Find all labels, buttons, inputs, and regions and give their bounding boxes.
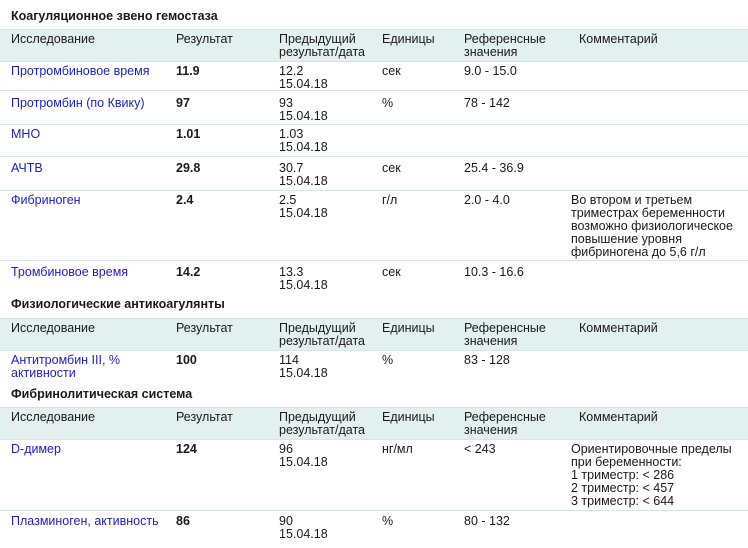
previous-result: 13.3 15.04.18 [279, 265, 328, 292]
header-test: Исследование [11, 32, 95, 46]
previous-result: 2.5 15.04.18 [279, 193, 328, 220]
test-name[interactable]: МНО [11, 127, 41, 141]
previous-result: 1.03 15.04.18 [279, 127, 328, 154]
reference-range: < 243 [464, 442, 496, 456]
test-name[interactable]: АЧТВ [11, 161, 43, 175]
header-comment: Комментарий [579, 410, 658, 424]
result-value: 2.4 [176, 193, 194, 207]
reference-range: 2.0 - 4.0 [464, 193, 510, 207]
header-result: Результат [176, 32, 233, 46]
table-row [0, 61, 748, 91]
table-row [0, 350, 748, 385]
test-name[interactable]: Плазминоген, активность [11, 514, 159, 528]
table-row [0, 510, 748, 548]
units: % [382, 514, 394, 528]
table-header [0, 318, 748, 351]
table-header [0, 29, 748, 62]
table-row [0, 260, 748, 295]
header-units: Единицы [382, 321, 435, 335]
previous-result: 12.2 15.04.18 [279, 64, 328, 91]
result-value: 100 [176, 353, 197, 367]
previous-result: 114 15.04.18 [279, 353, 328, 380]
reference-range: 9.0 - 15.0 [464, 64, 517, 78]
comment: Ориентировочные пределы при беременности: 1 триместр: < 286 2 триместр: < 457 3 триместр: < 644 [571, 442, 732, 508]
header-previous: Предыдущий результат/дата [279, 321, 365, 348]
previous-result: 90 15.04.18 [279, 514, 328, 541]
result-value: 124 [176, 442, 197, 456]
header-reference: Референсные значения [464, 32, 546, 59]
section-title-coagulation: Коагуляционное звено гемостаза [11, 9, 218, 23]
header-previous: Предыдущий результат/дата [279, 32, 365, 59]
previous-result: 30.7 15.04.18 [279, 161, 328, 188]
table-header [0, 407, 748, 440]
reference-range: 10.3 - 16.6 [464, 265, 524, 279]
header-reference: Референсные значения [464, 410, 546, 437]
reference-range: 25.4 - 36.9 [464, 161, 524, 175]
header-test: Исследование [11, 321, 95, 335]
header-previous: Предыдущий результат/дата [279, 410, 365, 437]
test-name[interactable]: Тромбиновое время [11, 265, 129, 279]
test-name[interactable]: Фибриноген [11, 193, 81, 207]
header-result: Результат [176, 321, 233, 335]
comment: Во втором и третьем триместрах беременности возможно физиологическое повышение уровня фибриногена до 5,6 г/л [571, 193, 733, 259]
test-name[interactable]: Протромбиновое время [11, 64, 150, 78]
header-comment: Комментарий [579, 321, 658, 335]
units: г/л [382, 193, 398, 207]
result-value: 11.9 [176, 64, 200, 78]
reference-range: 80 - 132 [464, 514, 510, 528]
test-name[interactable]: Протромбин (по Квику) [11, 96, 145, 110]
result-value: 29.8 [176, 161, 201, 175]
header-test: Исследование [11, 410, 95, 424]
units: сек [382, 161, 401, 175]
previous-result: 93 15.04.18 [279, 96, 328, 123]
reference-range: 78 - 142 [464, 96, 510, 110]
units: сек [382, 265, 401, 279]
header-comment: Комментарий [579, 32, 658, 46]
header-units: Единицы [382, 410, 435, 424]
header-units: Единицы [382, 32, 435, 46]
result-value: 86 [176, 514, 190, 528]
result-value: 97 [176, 96, 190, 110]
units: нг/мл [382, 442, 413, 456]
table-row [0, 190, 748, 261]
result-value: 14.2 [176, 265, 201, 279]
table-row [0, 156, 748, 191]
test-name[interactable]: Антитромбин III, % активности [11, 353, 121, 380]
header-reference: Референсные значения [464, 321, 546, 348]
units: % [382, 353, 394, 367]
table-row [0, 439, 748, 511]
reference-range: 83 - 128 [464, 353, 510, 367]
section-title-anticoagulants: Физиологические антикоагулянты [11, 297, 225, 311]
section-title-fibrinolysis: Фибринолитическая система [11, 387, 193, 401]
table-row [0, 124, 748, 157]
test-name[interactable]: D-димер [11, 442, 61, 456]
units: % [382, 96, 394, 110]
result-value: 1.01 [176, 127, 201, 141]
header-result: Результат [176, 410, 233, 424]
previous-result: 96 15.04.18 [279, 442, 328, 469]
units: сек [382, 64, 401, 78]
table-row [0, 90, 748, 125]
